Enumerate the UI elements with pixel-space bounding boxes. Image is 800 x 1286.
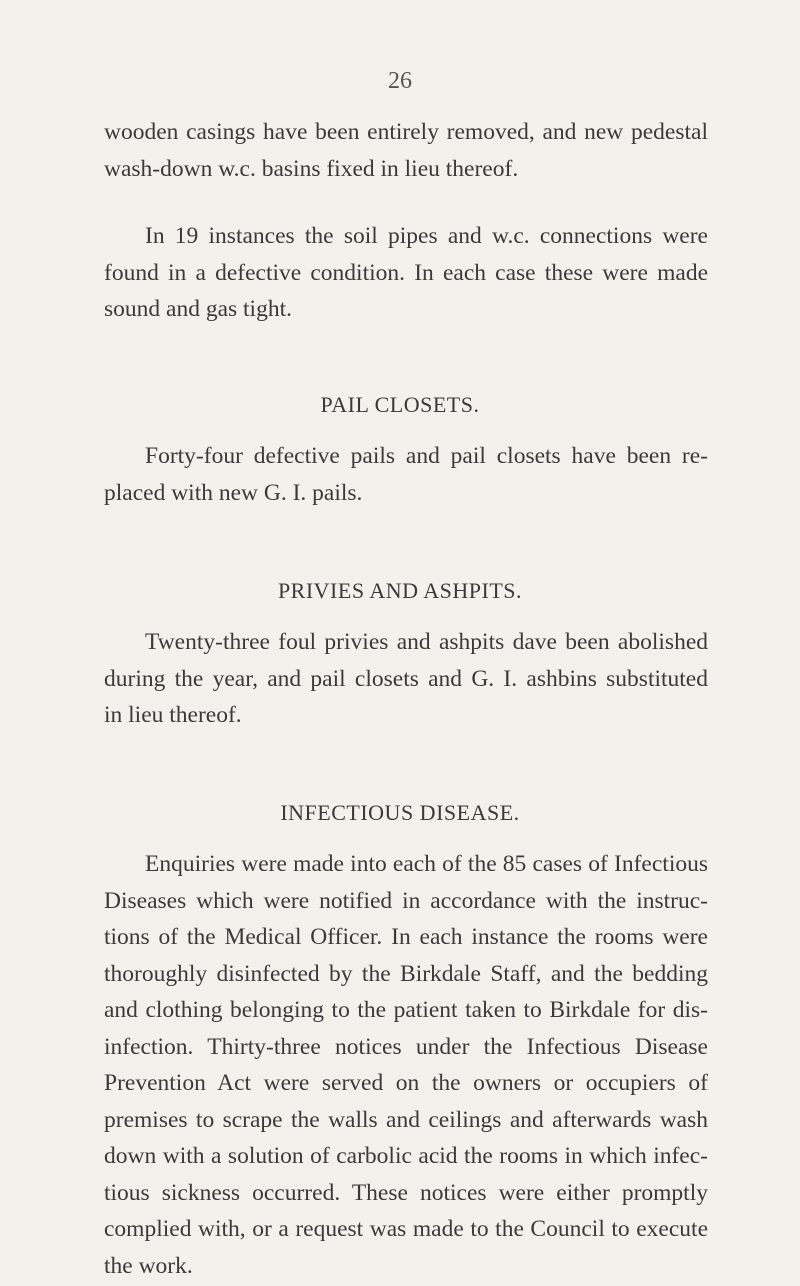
text-line: sound and gas tight. bbox=[104, 296, 292, 322]
text-line: Forty-four defective pails and pail closets have been re- bbox=[145, 443, 708, 469]
text-line: and clothing belonging to the patient taken to Birkdale for dis- bbox=[104, 997, 708, 1023]
text-line: tions of the Medical Officer. In each instance the rooms were bbox=[104, 924, 708, 950]
text-line: infection. Thirty-three notices under the Infectious Disease bbox=[104, 1033, 708, 1060]
text-line: down with a solution of carbolic acid the rooms in which infec- bbox=[104, 1143, 708, 1169]
text-line: tious sickness occurred. These notices were either promptly bbox=[104, 1179, 708, 1206]
paragraph-pail-closets bbox=[104, 438, 708, 511]
heading-infectious-disease: INFECTIOUS DISEASE. bbox=[280, 800, 520, 825]
text-line: Prevention Act were served on the owners or occupiers of bbox=[104, 1070, 708, 1096]
text-line: complied with, or a request was made to the Council to execute bbox=[104, 1216, 708, 1242]
text-line: placed with new G. I. pails. bbox=[104, 479, 363, 506]
heading-privies-and-ashpits: PRIVIES AND ASHPITS. bbox=[277, 578, 523, 603]
paragraph-privies-and-ashpits bbox=[104, 624, 708, 734]
text-line: Twenty-three foul privies and ashpits dave been abolished bbox=[145, 629, 708, 655]
text-line: the work. bbox=[104, 1252, 193, 1279]
text-line: wash-down w.c. basins fixed in lieu thereof. bbox=[104, 155, 519, 182]
text-line: premises to scrape the walls and ceilings and afterwards wash bbox=[104, 1106, 708, 1133]
heading-pail-closets: PAIL CLOSETS. bbox=[320, 392, 480, 417]
text-line: wooden casings have been entirely removed, and new pedestal bbox=[104, 119, 708, 145]
text-line: in lieu thereof. bbox=[104, 702, 242, 728]
text-line: In 19 instances the soil pipes and w.c. connections were bbox=[145, 223, 708, 249]
text-line: during the year, and pail closets and G. I. ashbins substituted bbox=[104, 665, 708, 692]
paragraph-soil-pipes bbox=[104, 218, 708, 328]
paragraph-infectious-disease bbox=[104, 846, 708, 1284]
text-line: Diseases which were notified in accordance with the instruc- bbox=[104, 887, 708, 914]
page-number: 26 bbox=[388, 68, 412, 94]
text-line: thoroughly disinfected by the Birkdale Staff, and the bedding bbox=[104, 960, 708, 987]
text-line: Enquiries were made into each of the 85 cases of Infectious bbox=[145, 851, 708, 877]
paragraph-intro bbox=[104, 114, 708, 187]
text-line: found in a defective condition. In each case these were made bbox=[104, 259, 708, 286]
